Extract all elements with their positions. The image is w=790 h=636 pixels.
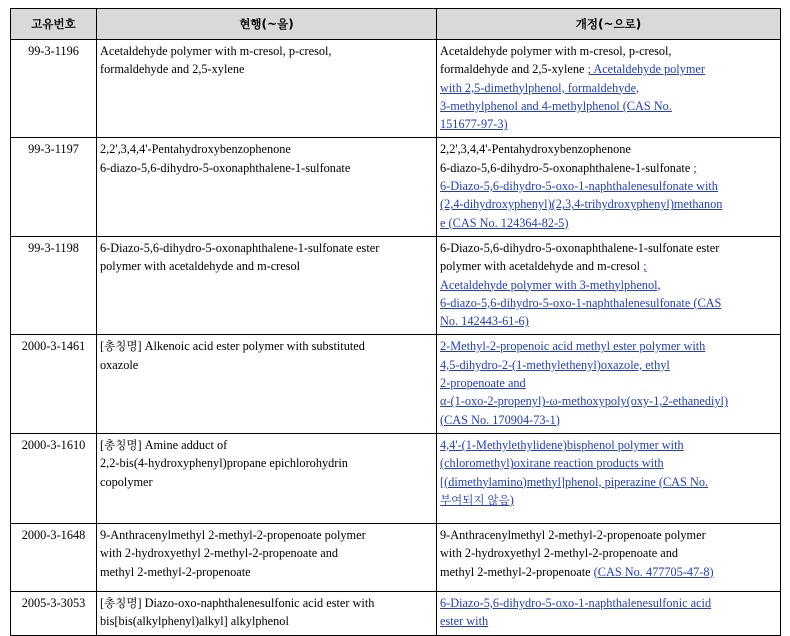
revised-name-line	[440, 97, 777, 115]
revised-name-line	[440, 42, 777, 60]
revised-name-cell	[437, 591, 781, 635]
current-name-cell	[97, 40, 437, 138]
current-name-line: oxazole	[100, 357, 139, 372]
inserted-text: ; Acetaldehyde polymer	[587, 62, 705, 77]
table-row	[11, 433, 781, 523]
inserted-text: 4,5-dihydro-2-(1-methylethenyl)oxazole, ethyl	[440, 357, 670, 372]
revised-name-line	[440, 214, 777, 232]
revised-name-line	[440, 276, 777, 294]
revised-name-line	[440, 140, 777, 158]
revised-name-line	[440, 294, 777, 312]
revised-name-line	[440, 454, 777, 472]
inserted-text: 151677-97-3)	[440, 117, 508, 132]
inserted-text: with 2,5-dimethylphenol, formaldehyde,	[440, 80, 640, 95]
inserted-text: (2,4-dihydroxyphenyl)(2,3,4-trihydroxyphenyl)methanon	[440, 197, 723, 212]
revised-name-line	[440, 356, 777, 374]
current-name-cell	[97, 591, 437, 635]
table-row	[11, 236, 781, 334]
inserted-text: 6-Diazo-5,6-dihydro-5-oxo-1-naphthalenesulfonate with	[440, 179, 718, 194]
current-name-line: [총칭명] Diazo-oxo-naphthalenesulfonic acid ester with	[100, 595, 375, 610]
revised-name-cell	[437, 236, 781, 334]
revised-name-line	[440, 544, 777, 562]
revised-name-line	[440, 79, 777, 97]
inserted-text: (chloromethyl)oxirane reaction products with	[440, 456, 664, 471]
unchanged-text: formaldehyde and 2,5-xylene	[440, 62, 588, 77]
table-row	[11, 523, 781, 591]
current-name-cell	[97, 236, 437, 334]
revised-name-line	[440, 594, 777, 612]
revised-name-line	[440, 312, 777, 330]
inserted-text: (CAS No. 170904-73-1)	[440, 412, 560, 427]
registration-id: 99-3-1196	[11, 40, 97, 138]
table-row	[11, 138, 781, 236]
revised-name-line	[440, 374, 777, 392]
inserted-text: α-(1-oxo-2-propenyl)-ω-methoxypoly(oxy-1,2-ethanediyl)	[440, 394, 729, 409]
current-name-line: [총칭명] Alkenoic acid ester polymer with substituted	[100, 339, 365, 354]
revised-name-line	[440, 436, 777, 454]
current-name-line: 9-Anthracenylmethyl 2-methyl-2-propenoate polymer	[100, 527, 366, 542]
inserted-text: 6-diazo-5,6-dihydro-5-oxo-1-naphthalenesulfonate (CAS	[440, 295, 722, 310]
current-name-cell	[97, 523, 437, 591]
inserted-text: [(dimethylamino)methyl]phenol, piperazine (CAS No.	[440, 474, 709, 489]
header-revised: 개정(~으로)	[437, 9, 781, 40]
unchanged-text: polymer with acetaldehyde and m-cresol	[440, 259, 644, 274]
inserted-text: (CAS No. 477705-47-8)	[593, 564, 714, 579]
table-row	[11, 40, 781, 138]
revised-name-line	[440, 337, 777, 355]
registration-id: 2000-3-1461	[11, 335, 97, 433]
revised-name-line	[440, 239, 777, 257]
table-row	[11, 335, 781, 433]
revised-name-line	[440, 115, 777, 133]
registration-id: 2005-3-3053	[11, 591, 97, 635]
registration-id: 99-3-1197	[11, 138, 97, 236]
revised-name-line	[440, 177, 777, 195]
header-row	[11, 9, 781, 40]
revised-name-cell	[437, 523, 781, 591]
revised-name-cell	[437, 40, 781, 138]
revised-name-line	[440, 195, 777, 213]
inserted-text: No. 142443-61-6)	[440, 314, 529, 329]
current-name-line: Acetaldehyde polymer with m-cresol, p-cresol,	[100, 44, 332, 58]
current-name-line: 6-diazo-5,6-dihydro-5-oxonaphthalene-1-sulfonate	[100, 160, 351, 175]
current-name-line: [총칭명] Amine adduct of	[100, 437, 228, 452]
unchanged-text: 2,2',3,4,4'-Pentahydroxybenzophenone	[440, 142, 631, 157]
inserted-text: e (CAS No. 124364-82-5)	[440, 215, 569, 230]
header-id: 고유번호	[11, 9, 97, 40]
inserted-text: 2-propenoate and	[440, 376, 526, 391]
unchanged-text: 9-Anthracenylmethyl 2-methyl-2-propenoate polymer	[440, 527, 706, 542]
revised-name-line	[440, 563, 777, 581]
inserted-text: ;	[693, 160, 697, 175]
registration-id: 99-3-1198	[11, 236, 97, 334]
current-name-line: polymer with acetaldehyde and m-cresol	[100, 259, 301, 274]
revised-name-cell	[437, 138, 781, 236]
unchanged-text: 6-diazo-5,6-dihydro-5-oxonaphthalene-1-sulfonate	[440, 160, 694, 175]
revised-name-line	[440, 411, 777, 429]
header-current: 현행(~을)	[97, 9, 437, 40]
current-name-line: copolymer	[100, 474, 153, 489]
amendment-table	[10, 8, 781, 636]
revised-name-line	[440, 526, 777, 544]
inserted-text: ;	[643, 259, 647, 274]
unchanged-text: with 2-hydroxyethyl 2-methyl-2-propenoate and	[440, 546, 679, 561]
current-name-line: bis[bis(alkylphenyl)alkyl] alkylphenol	[100, 614, 289, 629]
current-name-cell	[97, 335, 437, 433]
revised-name-line	[440, 612, 777, 630]
current-name-cell	[97, 433, 437, 523]
revised-name-line	[440, 491, 777, 509]
unchanged-text: methyl 2-methyl-2-propenoate	[440, 564, 594, 579]
inserted-text: 6-Diazo-5,6-dihydro-5-oxo-1-naphthalenesulfonic acid	[440, 595, 712, 610]
revised-name-line	[440, 392, 777, 410]
inserted-text: 3-methylphenol and 4-methylphenol (CAS No.	[440, 98, 672, 113]
unchanged-text: Acetaldehyde polymer with m-cresol, p-cresol,	[440, 44, 672, 58]
current-name-line: methyl 2-methyl-2-propenoate	[100, 564, 251, 579]
inserted-text: ester with	[440, 614, 489, 629]
current-name-cell	[97, 138, 437, 236]
revised-name-line	[440, 257, 777, 275]
revised-name-cell	[437, 433, 781, 523]
current-name-line: 2,2-bis(4-hydroxyphenyl)propane epichlorohydrin	[100, 456, 348, 471]
registration-id: 2000-3-1648	[11, 523, 97, 591]
inserted-text: 부여되지 않음)	[440, 492, 514, 507]
table-row	[11, 591, 781, 635]
revised-name-line	[440, 60, 777, 78]
current-name-line: 2,2',3,4,4'-Pentahydroxybenzophenone	[100, 142, 291, 157]
current-name-line: 6-Diazo-5,6-dihydro-5-oxonaphthalene-1-sulfonate ester	[100, 240, 380, 255]
registration-id: 2000-3-1610	[11, 433, 97, 523]
revised-name-line	[440, 159, 777, 177]
revised-name-cell	[437, 335, 781, 433]
inserted-text: Acetaldehyde polymer with 3-methylphenol,	[440, 277, 661, 292]
revised-name-line	[440, 473, 777, 491]
unchanged-text: 6-Diazo-5,6-dihydro-5-oxonaphthalene-1-sulfonate ester	[440, 240, 720, 255]
current-name-line: formaldehyde and 2,5-xylene	[100, 62, 245, 77]
inserted-text: 2-Methyl-2-propenoic acid methyl ester polymer with	[440, 339, 706, 354]
inserted-text: 4,4'-(1-Methylethylidene)bisphenol polymer with	[440, 437, 684, 452]
current-name-line: with 2-hydroxyethyl 2-methyl-2-propenoate and	[100, 546, 339, 561]
